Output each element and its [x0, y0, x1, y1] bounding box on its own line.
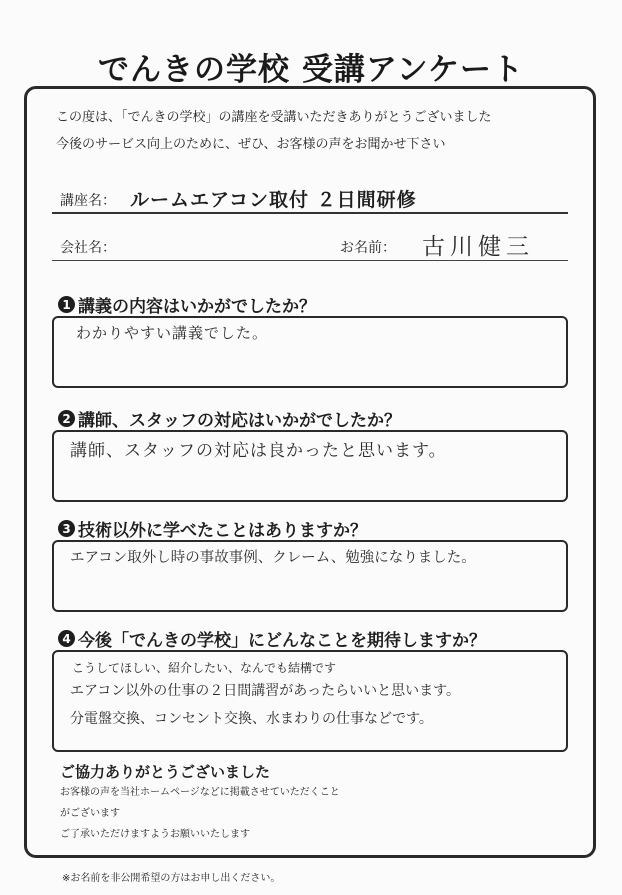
intro-line-2: 今後のサービス向上のために、ぜひ、お客様の声をお聞かせ下さい — [56, 137, 446, 152]
answer-1: わかりやすい講義でした。 — [76, 324, 269, 342]
company-label: 会社名： — [60, 240, 116, 256]
question-4-text: 今後「でんきの学校」にどんなことを期待しますか？ — [78, 631, 486, 651]
question-2-number: 2 — [58, 410, 75, 427]
publish-note-line-1: お客様の声を当社ホームページなどに掲載させていただくこと — [60, 787, 340, 798]
question-1-number: 1 — [58, 296, 75, 313]
intro-line-1: この度は、「でんきの学校」の講座を受講いただきありがとうございました — [56, 110, 492, 125]
footnote: ※お名前を非公開希望の方はお申し出ください。 — [62, 873, 281, 884]
publish-note-line-2: がございます — [60, 808, 120, 819]
course-label: 講座名： — [60, 193, 116, 209]
answer-2: 講師、スタッフの対応は良かったと思います。 — [70, 441, 447, 461]
course-underline — [52, 212, 568, 214]
question-4-heading — [58, 626, 486, 651]
question-1-text: 講義の内容はいかがでしたか？ — [78, 297, 316, 317]
name-label: お名前： — [340, 240, 396, 256]
thanks-text: ご協力ありがとうございました — [60, 763, 271, 781]
question-4-number: 4 — [58, 630, 75, 647]
question-3-heading — [58, 516, 367, 541]
question-2-heading — [58, 406, 401, 431]
answer-3: エアコン取外し時の事故事例、クレーム、勉強になりました。 — [70, 550, 476, 566]
question-2-text: 講師、スタッフの対応はいかがでしたか？ — [78, 411, 401, 431]
question-3-text: 技術以外に学べたことはありますか？ — [78, 521, 367, 541]
answer-4-line-1: エアコン以外の仕事の２日間講習があったらいいと思います。 — [70, 683, 461, 699]
question-3-number: 3 — [58, 520, 75, 537]
name-underline — [52, 260, 568, 261]
course-value: ルームエアコン取付 ２日間研修 — [130, 189, 417, 211]
name-value: 古川健三 — [422, 234, 534, 260]
answer-4-prompt: こうしてほしい、紹介したい、なんでも結構です — [72, 661, 337, 675]
answer-4-line-2: 分電盤交換、コンセント交換、水まわりの仕事などです。 — [70, 711, 433, 727]
publish-note — [60, 782, 340, 845]
form-title: でんきの学校 受講アンケート — [98, 52, 524, 88]
publish-note-line-3: ご了承いただけますようお願いいたします — [60, 829, 250, 840]
question-1-heading — [58, 292, 316, 317]
